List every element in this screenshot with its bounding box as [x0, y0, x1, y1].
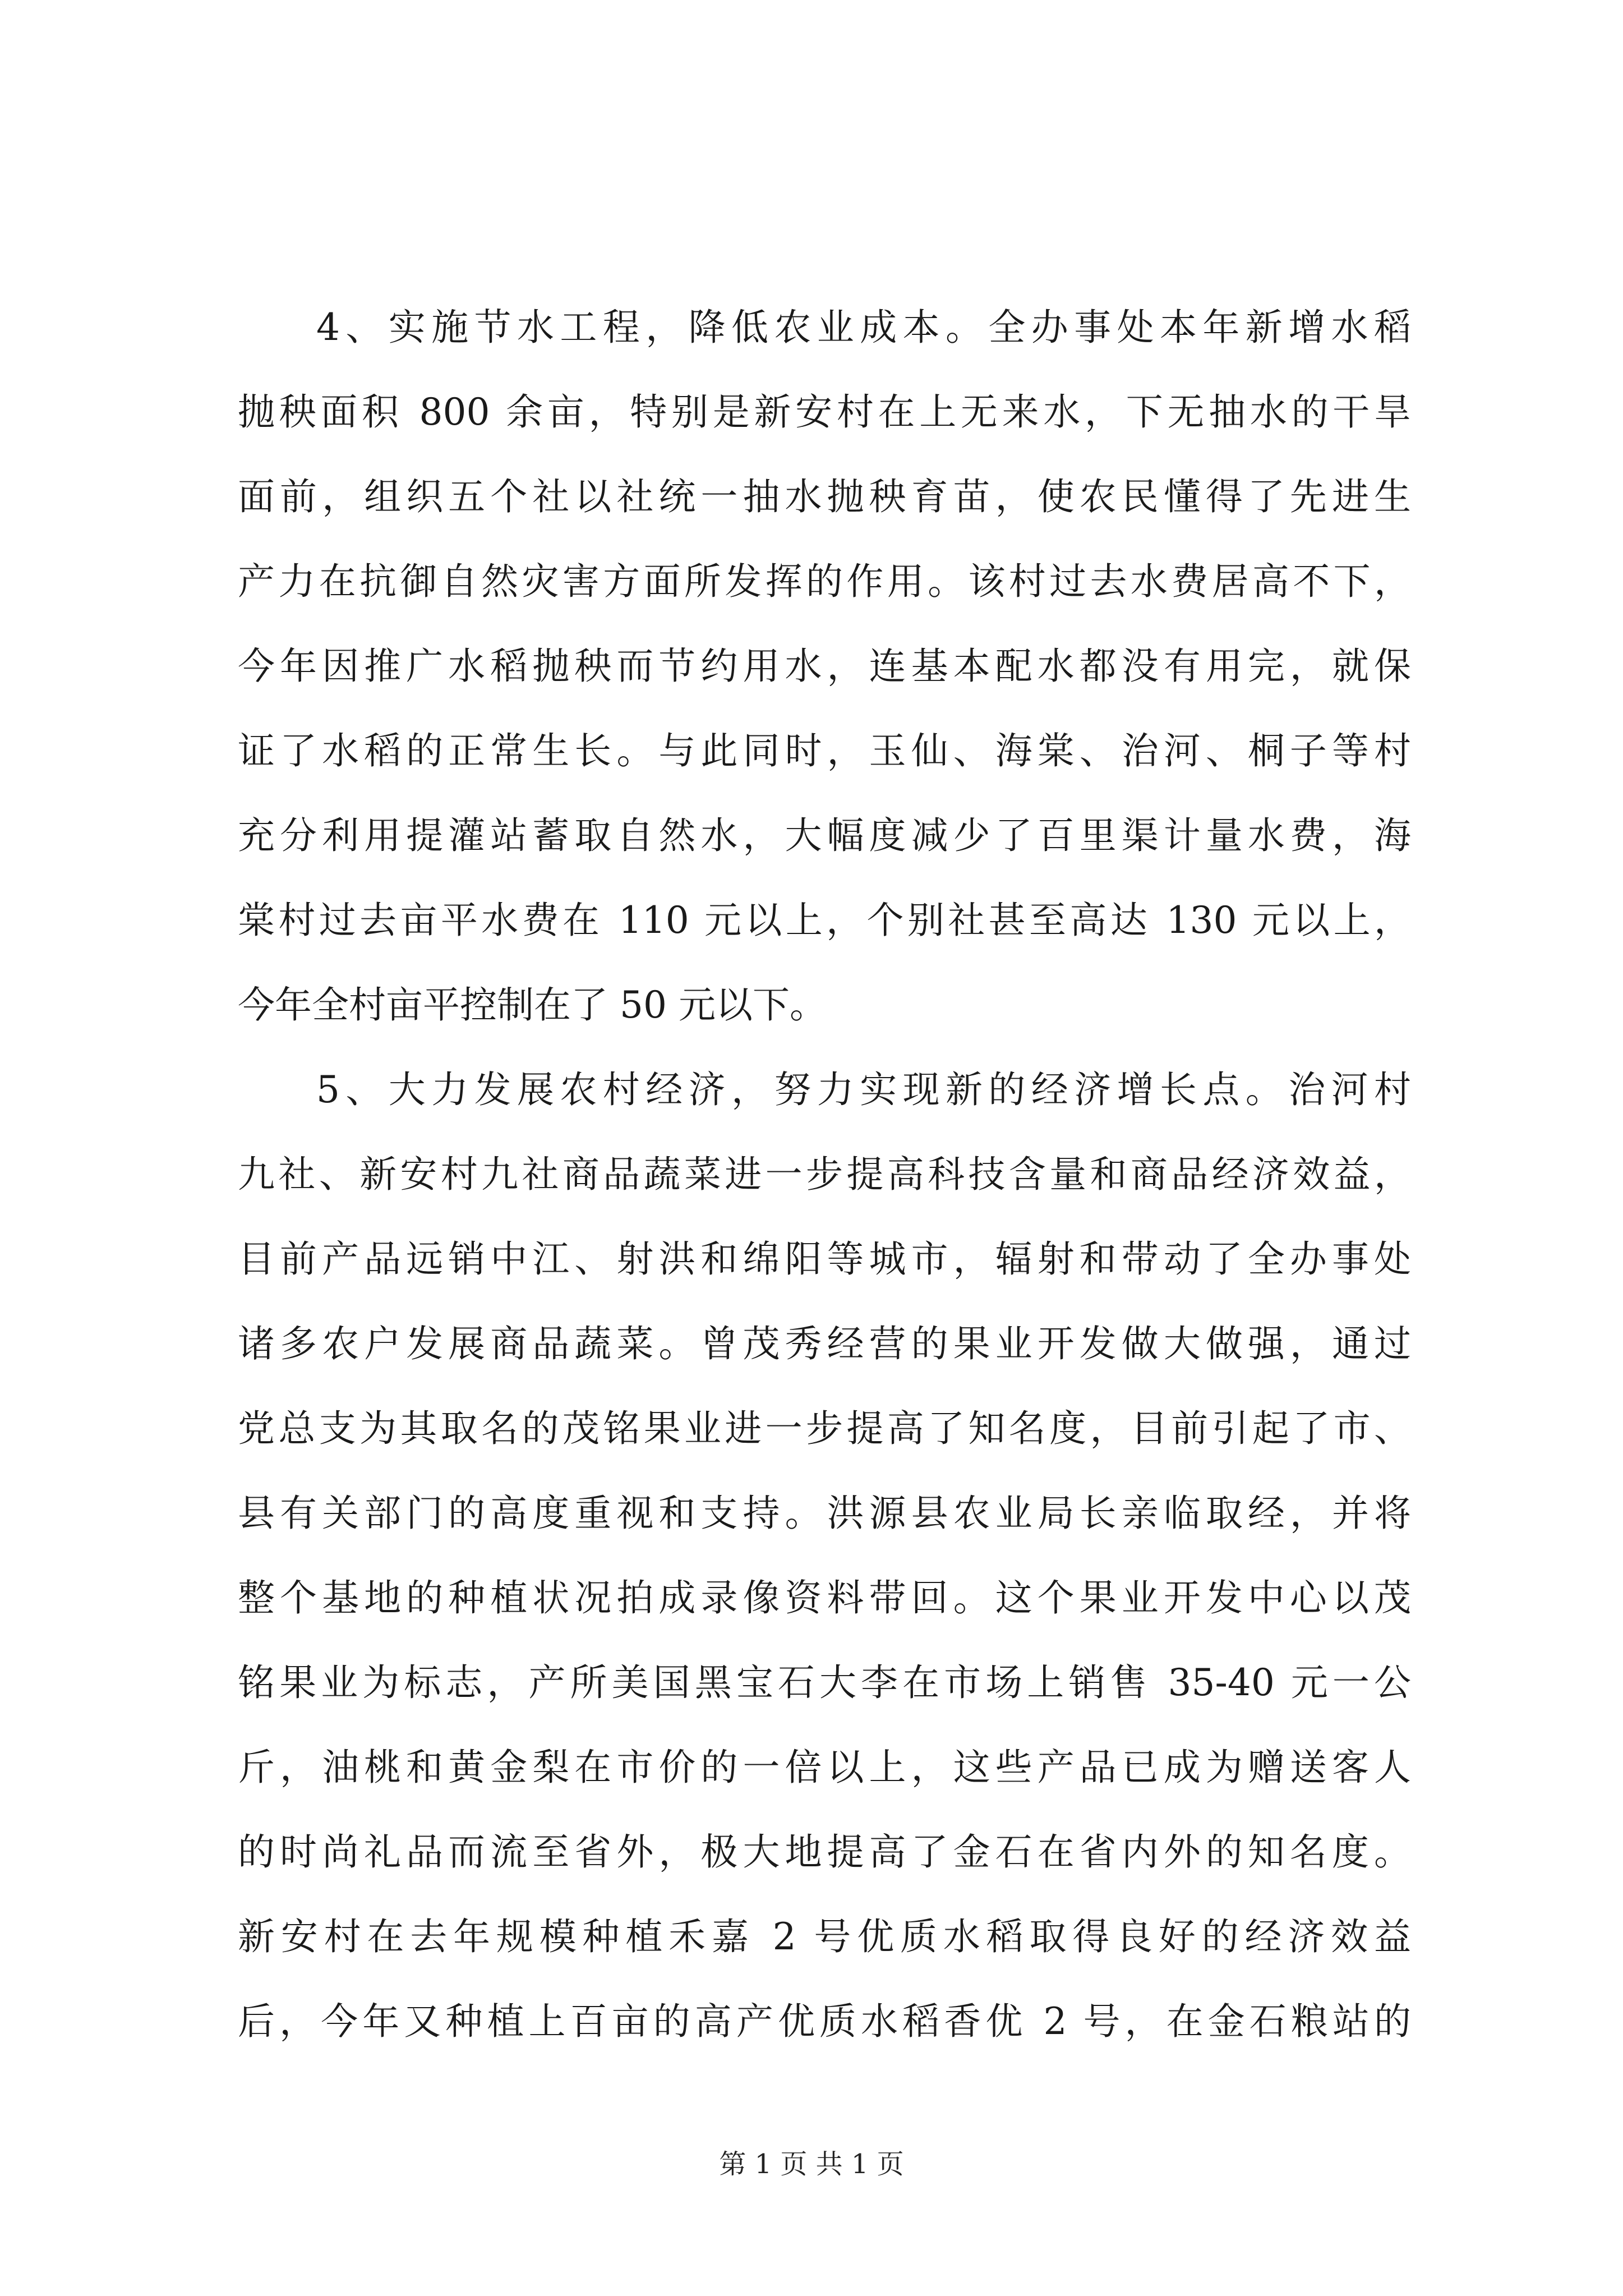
text-line: 诸多农户发展商品蔬菜。曾茂秀经营的果业开发做大做强，通过	[238, 1322, 1411, 1365]
text-line: 整个基地的种植状况拍成录像资料带回。这个果业开发中心以茂	[238, 1576, 1411, 1619]
text-line: 抛秧面积 800 余亩，特别是新安村在上无来水，下无抽水的干旱	[238, 390, 1411, 434]
text-line: 后，今年又种植上百亩的高产优质水稻香优 2 号，在金石粮站的	[238, 2000, 1411, 2043]
text-line: 的时尚礼品而流至省外，极大地提高了金石在省内外的知名度。	[238, 1830, 1411, 1874]
document-body	[238, 285, 1411, 2064]
text-line: 目前产品远销中江、射洪和绵阳等城市，辐射和带动了全办事处	[238, 1237, 1411, 1281]
text-line: 4、实施节水工程，降低农业成本。全办事处本年新增水稻	[316, 306, 1411, 349]
text-line: 棠村过去亩平水费在 110 元以上，个别社甚至高达 130 元以上，	[238, 899, 1411, 942]
text-line: 证了水稻的正常生长。与此同时，玉仙、海棠、治河、桐子等村	[238, 729, 1411, 772]
text-line: 产力在抗御自然灾害方面所发挥的作用。该村过去水费居高不下，	[238, 560, 1411, 603]
page-footer: 第 1 页 共 1 页	[719, 2148, 904, 2180]
text-line: 县有关部门的高度重视和支持。洪源县农业局长亲临取经，并将	[238, 1492, 1411, 1535]
text-line: 斤，油桃和黄金梨在市价的一倍以上，这些产品已成为赠送客人	[238, 1746, 1411, 1789]
paragraph-5	[238, 1047, 1411, 2064]
text-line: 党总支为其取名的茂铭果业进一步提高了知名度，目前引起了市、	[238, 1407, 1411, 1450]
text-line: 充分利用提灌站蓄取自然水，大幅度减少了百里渠计量水费，海	[238, 814, 1411, 857]
text-line: 九社、新安村九社商品蔬菜进一步提高科技含量和商品经济效益，	[238, 1153, 1411, 1196]
text-line: 今年因推广水稻抛秧而节约用水，连基本配水都没有用完，就保	[238, 645, 1411, 688]
paragraph-4	[238, 285, 1411, 1047]
text-line: 今年全村亩平控制在了 50 元以下。	[238, 983, 827, 1027]
text-line: 新安村在去年规模种植禾嘉 2 号优质水稻取得良好的经济效益	[238, 1915, 1411, 1958]
text-line: 铭果业为标志，产所美国黑宝石大李在市场上销售 35-40 元一公	[238, 1661, 1411, 1704]
text-line: 5、大力发展农村经济，努力实现新的经济增长点。治河村	[316, 1068, 1411, 1111]
text-line: 面前，组织五个社以社统一抽水抛秧育苗，使农民懂得了先进生	[238, 475, 1411, 518]
